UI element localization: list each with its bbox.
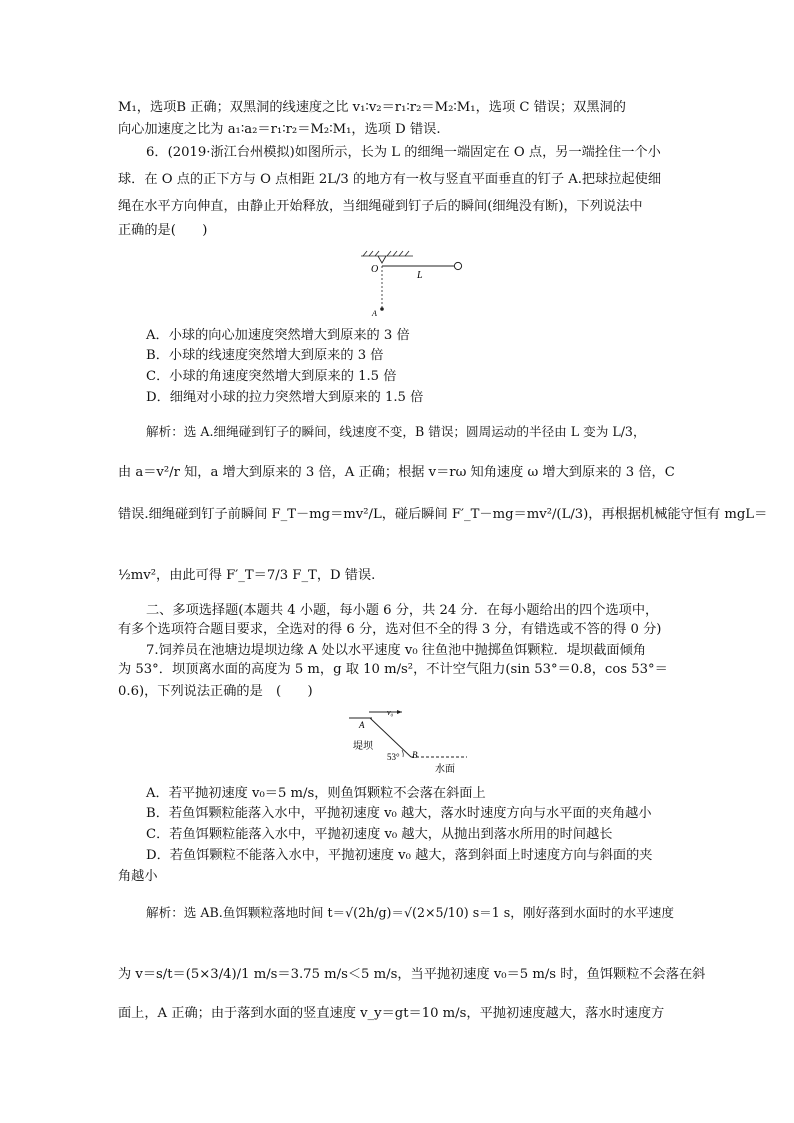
question-6-stem: 绳在水平方向伸直，由静止开始释放，当细绳碰到钉子后的瞬间(细绳没有断)，下列说法中 (118, 199, 643, 214)
question-7-solution: 为 v＝s/t＝(5×3/4)/1 m/s＝3.75 m/s＜5 m/s，当平抛初速度 v₀＝5 m/s 时，鱼饵颗粒不会落在斜 (118, 967, 706, 982)
label-a: A (359, 720, 365, 730)
label-v0: v₀ (387, 708, 394, 717)
question-7-option: C．若鱼饵颗粒能落入水中，平抛初速度 v₀ 越大，从抛出到落水所用的时间越长 (146, 827, 613, 842)
question-7-stem: 为 53°．坝顶离水面的高度为 5 m，g 取 10 m/s²，不计空气阻力(sin 53°＝0.8，cos 53°＝ (118, 662, 668, 677)
question-7-option: 角越小 (118, 869, 158, 884)
question-6-solution: 由 a＝v²/r 知，a 增大到原来的 3 倍，A 正确；根据 v＝rω 知角速度 ω 增大到原来的 3 倍，C (118, 465, 675, 480)
label-water: 水面 (435, 764, 455, 775)
label-o: O (371, 264, 379, 275)
ceiling-hatch (361, 251, 413, 256)
velocity-arrowhead (397, 710, 402, 714)
text-line: 向心加速度之比为 a₁∶a₂＝r₁∶r₂＝M₂∶M₁，选项 D 错误. (118, 122, 441, 137)
section-2-heading: 有多个选项符合题目要求，全选对的得 6 分，选对但不全的得 3 分，有错选或不答的得 0 分) (118, 622, 662, 637)
ball (454, 262, 461, 269)
question-6-stem: 球．在 O 点的正下方与 O 点相距 2L/3 的地方有一枚与竖直平面垂直的钉子 A.把球拉起使细 (118, 172, 662, 187)
question-7-option: D．若鱼饵颗粒不能落入水中，平抛初速度 v₀ 越大，落到斜面上时速度方向与斜面的夹 (146, 848, 653, 863)
pendulum-figure (355, 250, 470, 318)
label-angle: 53° (387, 752, 400, 762)
question-7-option: B．若鱼饵颗粒能落入水中，平抛初速度 v₀ 越大，落水时速度方向与水平面的夹角越小 (146, 806, 652, 821)
question-6-solution: 错误.细绳碰到钉子前瞬间 F_T－mg＝mv²/L，碰后瞬间 F′_T－mg＝mv²/(L/3)，再根据机械能守恒有 mgL＝ (118, 507, 768, 522)
label-b: B (412, 750, 418, 760)
question-7-stem: 7.饲养员在池塘边堤坝边缘 A 处以水平速度 v₀ 往鱼池中抛掷鱼饵颗粒．堤坝截面倾角 (146, 643, 646, 658)
dam-figure (345, 705, 475, 777)
question-6-stem: 正确的是( ) (118, 223, 208, 238)
question-6-solution: ½mv²，由此可得 F′_T＝7/3 F_T，D 错误. (118, 568, 376, 583)
section-2-heading: 二、多项选择题(本题共 4 小题，每小题 6 分，共 24 分．在每小题给出的四个选项中， (146, 603, 659, 618)
label-dam: 堤坝 (353, 741, 373, 752)
question-6-option: A．小球的向心加速度突然增大到原来的 3 倍 (146, 328, 410, 343)
angle-arc (402, 750, 403, 757)
question-6-option: B．小球的线速度突然增大到原来的 3 倍 (146, 348, 384, 363)
question-7-solution: 面上，A 正确；由于落到水面的竖直速度 v_y＝gt＝10 m/s，平抛初速度越大，落水时速度方 (118, 1006, 665, 1021)
nail (380, 307, 384, 311)
question-7-solution: 解析：选 AB.鱼饵颗粒落地时间 t＝√(2h/g)＝√(2×5/10) s＝1 s，刚好落到水面时的水平速度 (146, 905, 674, 920)
question-6-option: D．细绳对小球的拉力突然增大到原来的 1.5 倍 (146, 390, 424, 405)
question-6-solution: 解析：选 A.细绳碰到钉子的瞬间，线速度不变，B 错误；圆周运动的半径由 L 变为 L/3， (146, 424, 646, 439)
text-line: M₁，选项B 正确；双黑洞的线速度之比 v₁∶v₂＝r₁∶r₂＝M₂∶M₁，选项 C 错误；双黑洞的 (118, 100, 626, 115)
pivot-support (378, 256, 386, 263)
question-7-option: A．若平抛初速度 v₀＝5 m/s，则鱼饵颗粒不会落在斜面上 (146, 786, 486, 801)
label-l: L (417, 270, 423, 281)
question-6-stem: 6．(2019·浙江台州模拟)如图所示，长为 L 的细绳一端固定在 O 点，另一端拴住一个小 (146, 145, 661, 160)
question-6-option: C．小球的角速度突然增大到原来的 1.5 倍 (146, 369, 397, 384)
question-7-stem: 0.6)，下列说法正确的是 ( ) (118, 684, 313, 699)
label-a: A (372, 309, 377, 318)
